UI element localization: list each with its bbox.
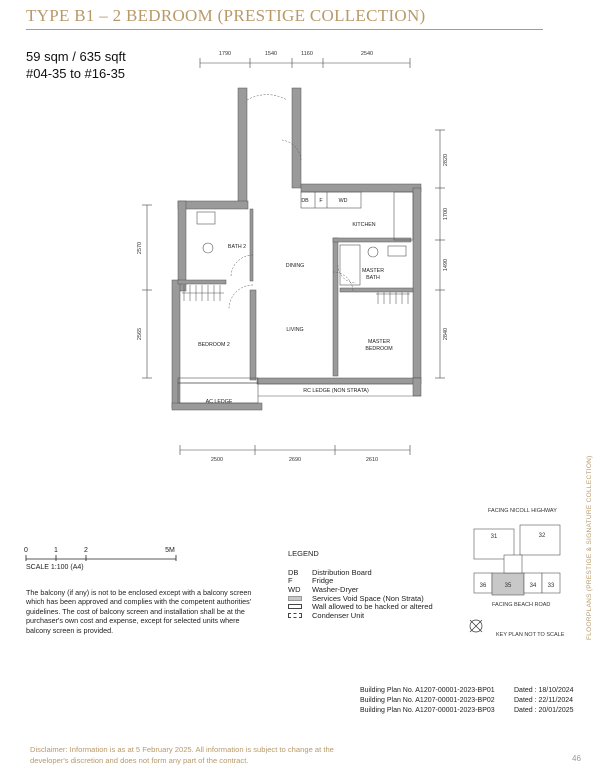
label-ac-ledge: AC LEDGE — [205, 399, 233, 405]
dim-left-1: 2570 — [137, 241, 143, 255]
dim-right-2: 1700 — [443, 207, 449, 221]
dim-right-4: 2840 — [443, 327, 449, 341]
dim-top-1: 1790 — [218, 51, 232, 57]
building-plan-row: Building Plan No. A1207-00001-2023-BP02 Dated : 22/11/2024 — [360, 697, 574, 704]
dimension-bottom — [180, 445, 410, 455]
label-bedroom2: BEDROOM 2 — [198, 342, 230, 348]
interior-lines — [178, 192, 421, 403]
legend-item-fridge: F Fridge — [288, 576, 334, 586]
wall-swatch — [288, 604, 302, 609]
label-master-bedroom-2: BEDROOM — [365, 346, 393, 352]
condenser-swatch — [288, 613, 302, 618]
walls — [172, 88, 421, 410]
dim-right-1: 2820 — [443, 153, 449, 167]
dimension-top — [200, 58, 410, 68]
page-title: TYPE B1 – 2 BEDROOM (PRESTIGE COLLECTION) — [26, 6, 426, 25]
keyplan-unit-31: 31 — [490, 534, 498, 540]
disclaimer: Disclaimer: Information is as at 5 February 2025. All information is subject to change at the developer's discretion and does not form any part of the contract. — [30, 745, 334, 765]
legend-item-wd: WD Washer-Dryer — [288, 584, 359, 594]
legend-item-db: DB Distribution Board — [288, 567, 372, 577]
dim-left-2: 2565 — [137, 327, 143, 341]
unit-area: 59 sqm / 635 sqft — [26, 49, 126, 64]
keyplan-unit-32: 32 — [538, 533, 546, 539]
legend — [288, 549, 433, 620]
building-plan-row: Building Plan No. A1207-00001-2023-BP03 Dated : 20/01/2025 — [360, 707, 574, 714]
building-plans — [360, 686, 574, 716]
label-master-bath-1: MASTER — [361, 268, 385, 274]
dim-bottom-3: 2610 — [365, 457, 379, 463]
building-plan-row: Building Plan No. A1207-00001-2023-BP01 Dated : 18/10/2024 — [360, 687, 574, 694]
side-section-label: FLOORPLANS (PRESTIGE & SIGNATURE COLLECTION) — [586, 455, 593, 640]
label-fridge: F — [319, 198, 323, 204]
dimension-left — [142, 205, 152, 378]
label-washer-dryer: WD — [338, 198, 348, 204]
keyplan-unit-36: 36 — [479, 583, 487, 589]
label-master-bath-2: BATH — [366, 275, 380, 281]
label-db: DB — [301, 198, 309, 204]
label-dining: DINING — [285, 263, 305, 269]
label-living: LIVING — [286, 327, 304, 333]
scale-label: SCALE 1:100 (A4) — [26, 564, 84, 571]
keyplan-unit-34: 34 — [529, 583, 537, 589]
legend-item-condenser: Condenser Unit — [288, 611, 433, 620]
unit-numbers: #04-35 to #16-35 — [26, 66, 126, 81]
keyplan-top-label: FACING NICOLL HIGHWAY — [488, 508, 557, 514]
scale-tick-5: 5M — [165, 547, 175, 554]
keyplan-unit-35: 35 — [504, 583, 512, 589]
keyplan-unit-33: 33 — [547, 583, 555, 589]
dim-top-2: 1540 — [264, 51, 278, 57]
legend-item-hackable-wall: Wall allowed to be hacked or altered — [288, 602, 433, 611]
keyplan-bottom-label: FACING BEACH ROAD — [492, 602, 551, 608]
dim-bottom-1: 2500 — [210, 457, 224, 463]
dim-bottom-2: 2690 — [288, 457, 302, 463]
balcony-note: The balcony (if any) is not to be enclosed except with a balcony screen which has been approved and complies with the competent authorities' guidelines. The cost of balcony screen and installation shall be at the purchaser's own cost and expense, except for selected units where balcony screen is provided. — [26, 588, 252, 635]
scale-bar — [26, 555, 176, 561]
north-arrow-icon — [470, 620, 482, 632]
legend-item-void: Services Void Space (Non Strata) — [288, 594, 433, 603]
label-bath2: BATH 2 — [227, 244, 247, 250]
keyplan-caption: KEY PLAN NOT TO SCALE — [496, 632, 565, 638]
dim-top-4: 2540 — [360, 51, 374, 57]
scale-tick-2: 2 — [84, 547, 88, 554]
label-master-bedroom-1: MASTER — [367, 339, 391, 345]
scale-tick-0: 0 — [24, 547, 28, 554]
dim-top-3: 1160 — [301, 51, 313, 57]
scale-tick-1: 1 — [54, 547, 58, 554]
legend-title: LEGEND — [288, 549, 319, 558]
page-number: 46 — [572, 754, 581, 763]
dim-right-3: 1490 — [443, 258, 449, 272]
label-rc-ledge: RC LEDGE (NON STRATA) — [303, 388, 369, 394]
label-kitchen: KITCHEN — [352, 222, 376, 228]
void-swatch — [288, 596, 302, 601]
